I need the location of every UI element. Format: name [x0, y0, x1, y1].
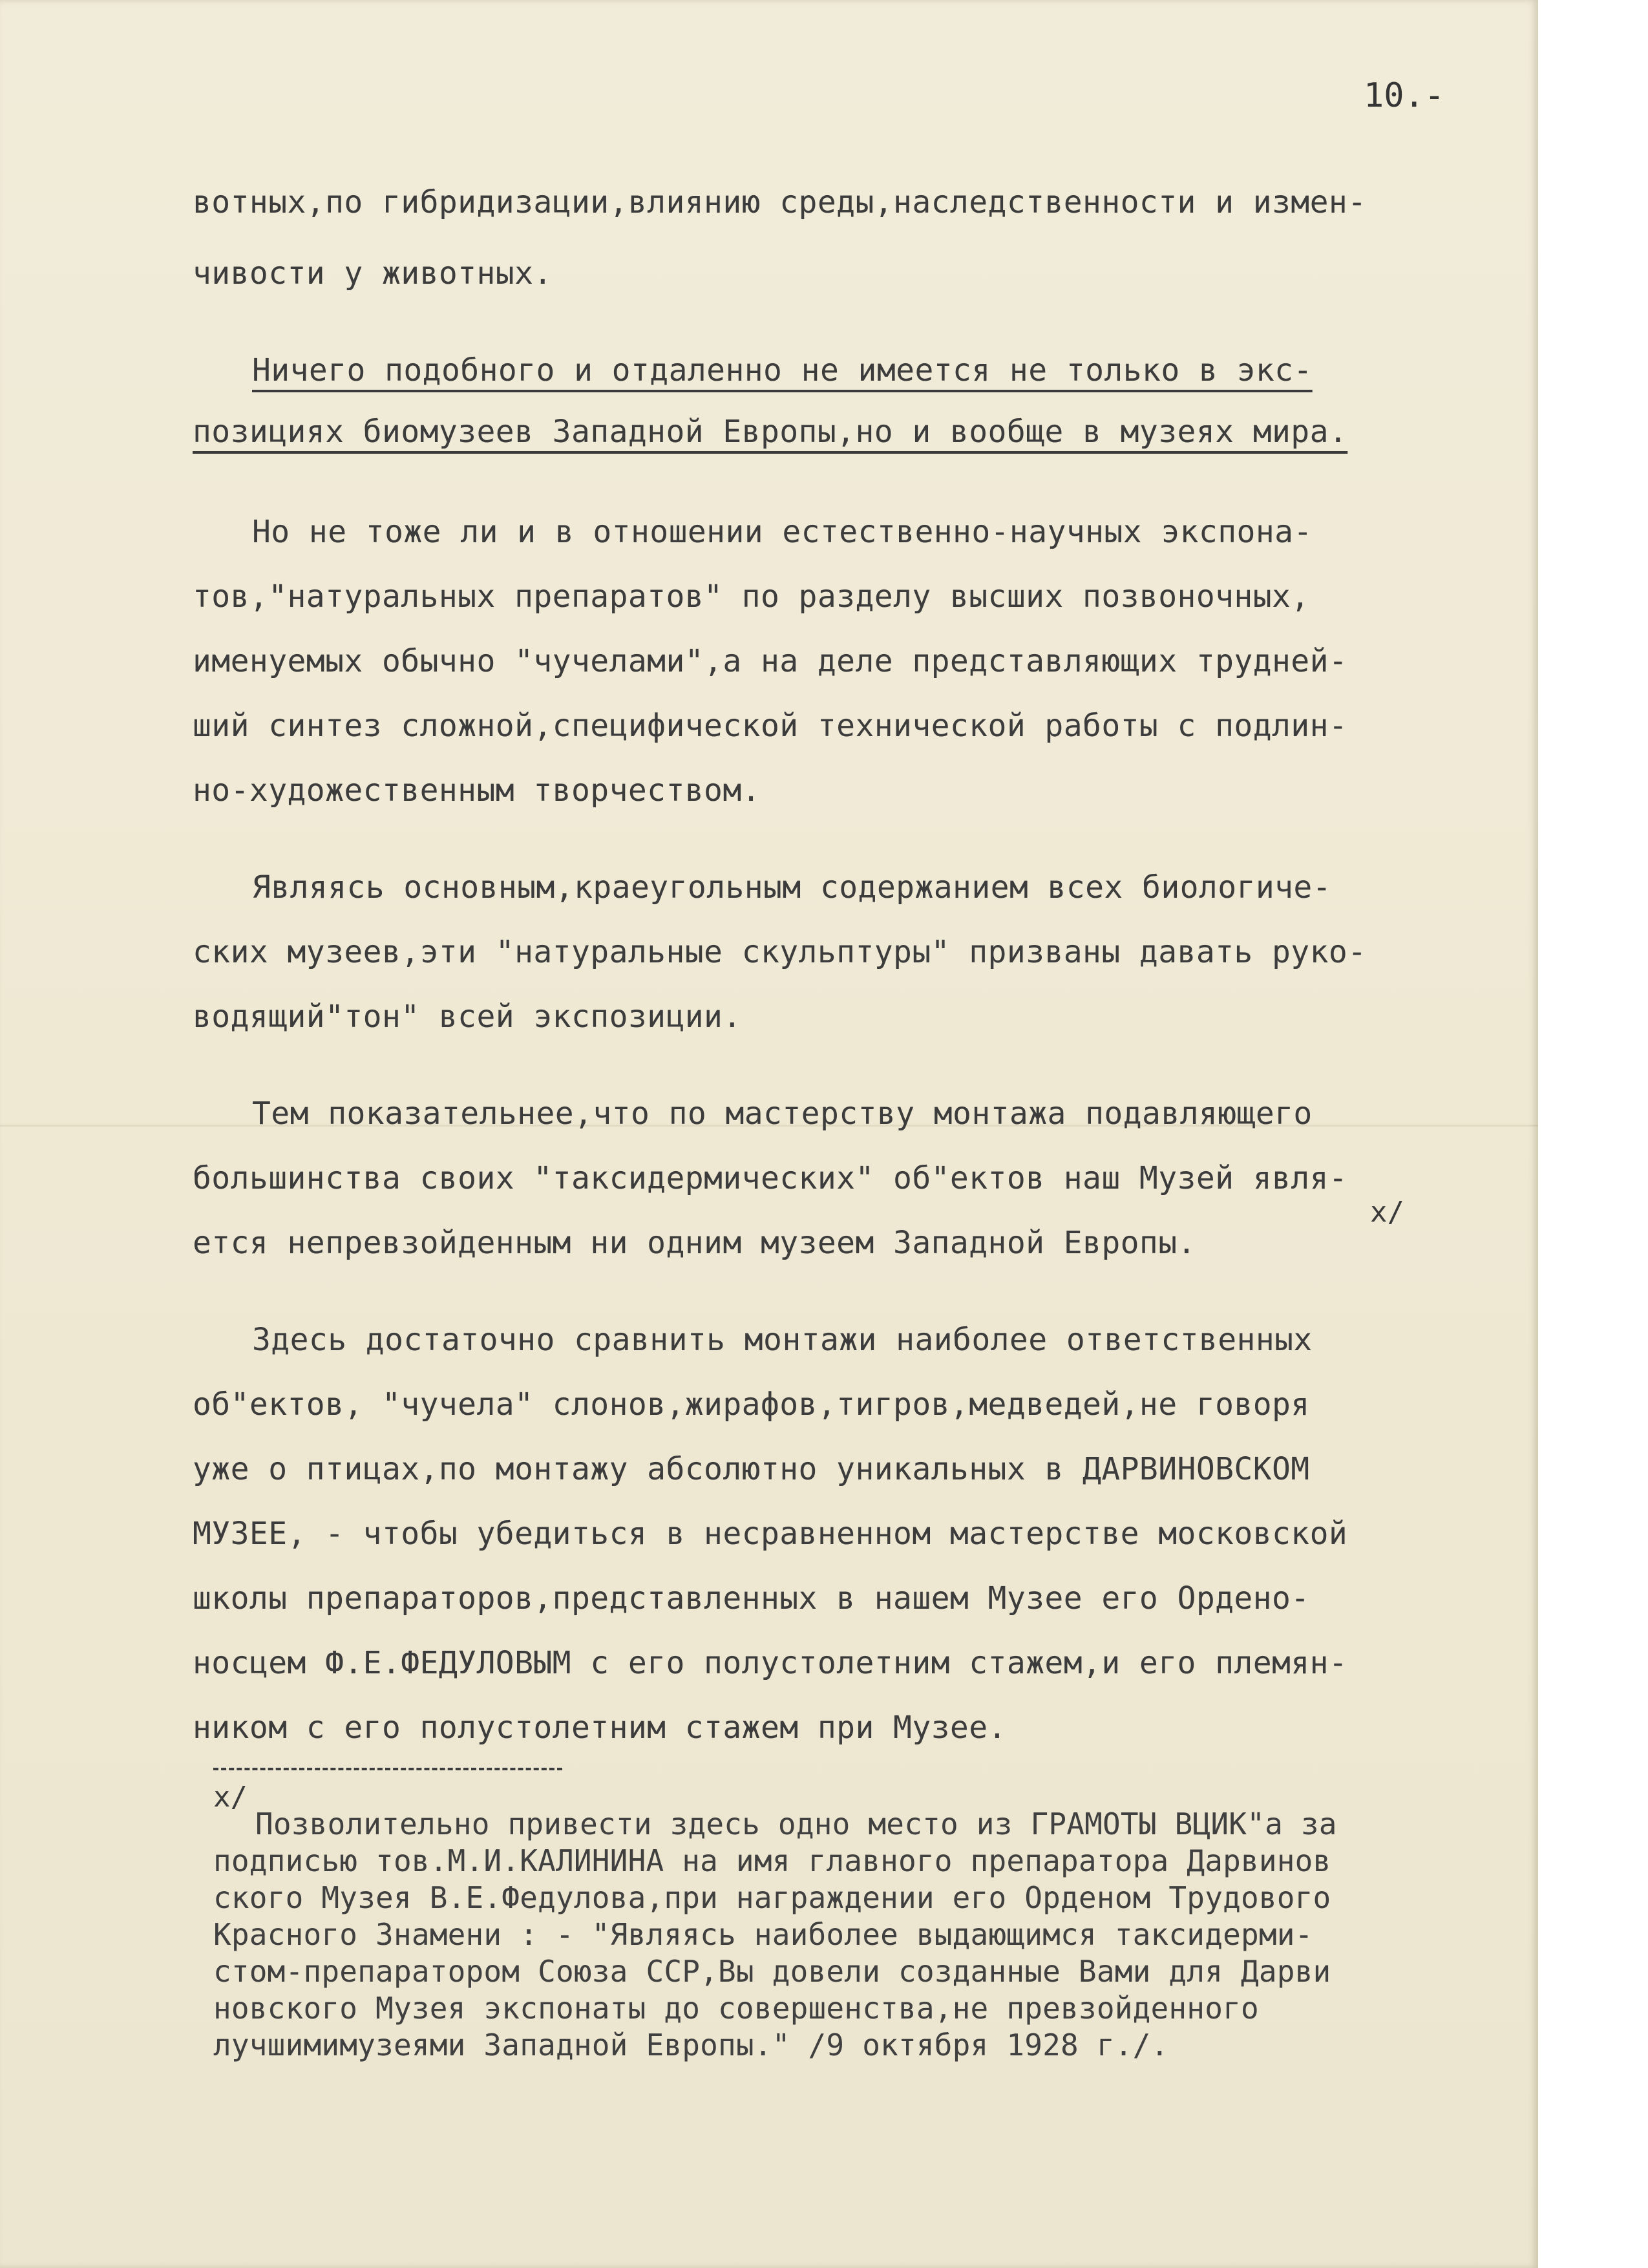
footnote-line: подписью тов.М.И.КАЛИНИНА на имя главного препаратора Дарвинов — [213, 1843, 1331, 1878]
scan-background — [1538, 0, 1648, 2268]
footnote-reference-mark: x/ — [1370, 1196, 1404, 1229]
text-line: носцем Ф.Е.ФЕДУЛОВЫМ с его полустолетним стажем,и его племян- — [193, 1645, 1348, 1681]
text-line: школы препараторов,представленных в нашем Музее его Ордено- — [193, 1580, 1310, 1616]
text-line: вотных,по гибридизации,влиянию среды,наследственности и измен- — [193, 184, 1367, 220]
footnote-mark: x/ — [213, 1781, 248, 1814]
footnote-line: лучшимимузеями Западной Европы." /9 октября 1928 г./. — [213, 2028, 1169, 2062]
text-line: ских музеев,эти "натуральные скульптуры" призваны давать руко- — [193, 934, 1367, 970]
text-line: ником с его полустолетним стажем при Музее. — [193, 1710, 1007, 1746]
text-line: чивости у животных. — [193, 255, 553, 291]
text-line: уже о птицах,по монтажу абсолютно уникальных в ДАРВИНОВСКОМ — [193, 1451, 1310, 1487]
text-line: об"ектов, "чучела" слонов,жирафов,тигров,медведей,не говоря — [193, 1386, 1310, 1423]
text-line: ший синтез сложной,специфической технической работы с подлин- — [193, 708, 1348, 744]
footnote-line: ского Музея В.Е.Федулова,при награждении его Орденом Трудового — [213, 1880, 1331, 1915]
page-number: 10.- — [1364, 76, 1445, 115]
text-line: МУЗЕЕ, - чтобы убедиться в несравненном мастерстве московской — [193, 1516, 1348, 1552]
text-line: именуемых обычно "чучелами",а на деле представляющих трудней- — [193, 643, 1348, 679]
footnote-line: стом-препаратором Союза ССР,Вы довели созданные Вами для Дарви — [213, 1954, 1331, 1989]
text-line: водящий"тон" всей экспозиции. — [193, 999, 742, 1035]
text-line: тов,"натуральных препаратов" по разделу высших позвоночных, — [193, 578, 1310, 615]
underlined-text-line: позициях биомузеев Западной Европы,но и вообще в музеях мира. — [193, 414, 1348, 450]
text-line: Являясь основным,краеугольным содержанием всех биологиче- — [252, 869, 1332, 906]
text-line: ется непревзойденным ни одним музеем Западной Европы. — [193, 1225, 1196, 1261]
text-line: Здесь достаточно сравнить монтажи наиболее ответственных — [252, 1322, 1313, 1358]
text-line: но-художественным творчеством. — [193, 772, 761, 809]
text-line: большинства своих "таксидермических" об"ектов наш Музей явля- — [193, 1160, 1348, 1196]
footnote-line: новского Музея экспонаты до совершенства,не превзойденного — [213, 1991, 1259, 2026]
footnote-separator — [213, 1768, 562, 1770]
underlined-text-line: Ничего подобного и отдаленно не имеется не только в экс- — [252, 352, 1313, 388]
text-line: Но не тоже ли и в отношении естественно-научных экспона- — [252, 514, 1313, 550]
footnote-line: Позволительно привести здесь одно место из ГРАМОТЫ ВЦИК"а за — [255, 1807, 1337, 1841]
footnote-line: Красного Знамени : - "Являясь наиболее выдающимся таксидерми- — [213, 1917, 1313, 1952]
text-line: Тем показательнее,что по мастерству монтажа подавляющего — [252, 1096, 1313, 1132]
